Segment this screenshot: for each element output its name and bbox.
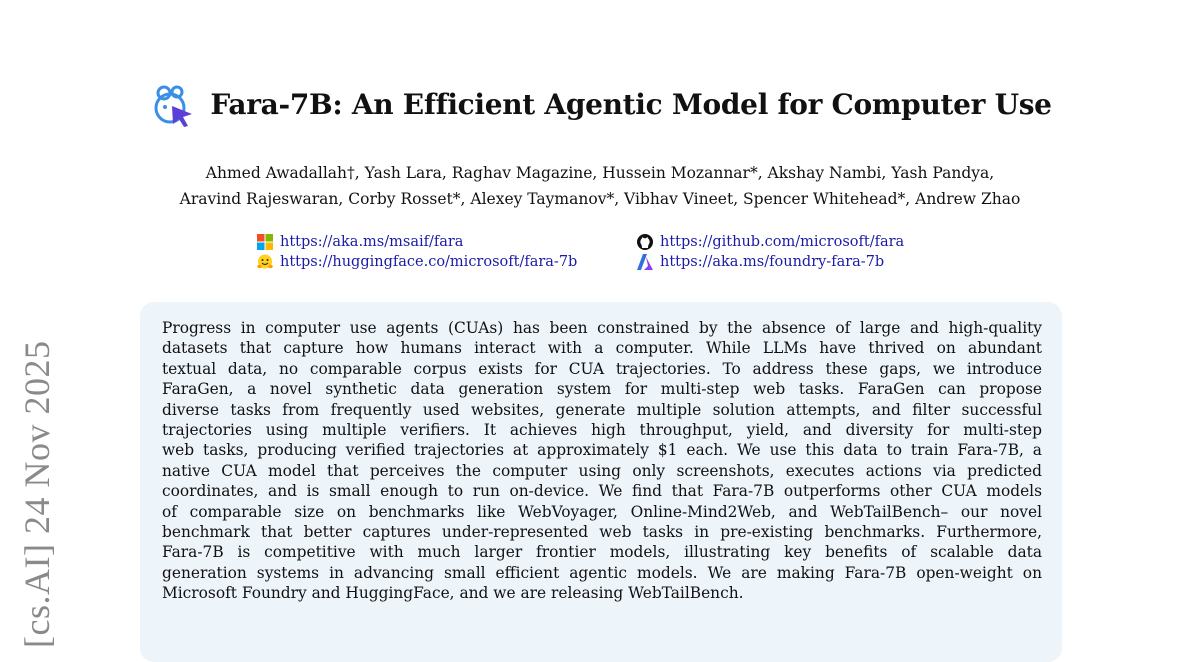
arxiv-sidebar-stamp: [cs.AI] 24 Nov 2025 <box>17 340 57 648</box>
author-line-1: Ahmed Awadallah†, Yash Lara, Raghav Magazine, Hussein Mozannar*, Akshay Nambi, Yash Pandya, <box>205 164 995 182</box>
github-icon <box>636 233 654 251</box>
resource-links <box>256 233 976 271</box>
title-row <box>0 80 1200 128</box>
paper-title: Fara-7B: An Efficient Agentic Model for Computer Use <box>210 87 1052 121</box>
abstract-box <box>140 302 1062 662</box>
foundry-link-text: https://aka.ms/foundry-fara-7b <box>660 254 885 270</box>
azure-foundry-icon <box>636 253 654 271</box>
microsoft-logo-icon <box>256 233 274 251</box>
msaif-link-text: https://aka.ms/msaif/fara <box>280 234 464 250</box>
fara-mouse-logo-icon <box>148 80 196 128</box>
huggingface-link[interactable] <box>256 253 636 271</box>
abstract-line: coordinates, and is small enough to run on-device. We find that Fara-7B outperforms other CUA models <box>162 482 1042 501</box>
abstract-line: diverse tasks from frequently used websites, generate multiple solution attempts, and filter successful <box>162 400 1042 419</box>
author-line-2: Aravind Rajeswaran, Corby Rosset*, Alexey Taymanov*, Vibhav Vineet, Spencer Whitehead*, Andrew Zhao <box>179 190 1021 208</box>
github-link-text: https://github.com/microsoft/fara <box>660 234 905 250</box>
abstract-line: Microsoft Foundry and HuggingFace, and we are releasing WebTailBench. <box>162 584 744 603</box>
abstract-line: of comparable size on benchmarks like WebVoyager, Online-Mind2Web, and WebTailBench– our novel <box>162 502 1042 521</box>
abstract-line: generation systems in advancing small efficient agentic models. We are making Fara-7B open-weight on <box>162 563 1042 582</box>
huggingface-link-text: https://huggingface.co/microsoft/fara-7b <box>280 254 578 270</box>
abstract-line: FaraGen, a novel synthetic data generation system for multi-step web tasks. FaraGen can propose <box>162 380 1042 399</box>
github-link[interactable] <box>636 233 966 251</box>
author-list <box>60 160 1140 212</box>
foundry-link[interactable] <box>636 253 966 271</box>
abstract-text <box>162 318 1042 604</box>
abstract-line: datasets that capture how humans interact with a computer. While LLMs have thrived on abundant <box>162 339 1042 358</box>
abstract-line: web tasks, producing verified trajectories at approximately $1 each. We use this data to train Fara-7B, a <box>162 441 1042 460</box>
abstract-line: Fara-7B is competitive with much larger frontier models, illustrating key benefits of scalable data <box>162 543 1042 562</box>
abstract-line: trajectories using multiple verifiers. It achieves high throughput, yield, and diversity for multi-step <box>162 421 1042 440</box>
abstract-line: benchmark that better captures under-represented web tasks in pre-existing benchmarks. Furthermore, <box>162 523 1042 542</box>
abstract-line: Progress in computer use agents (CUAs) has been constrained by the absence of large and high-quality <box>162 319 1042 337</box>
abstract-line: native CUA model that perceives the computer using only screenshots, executes actions via predicted <box>162 461 1042 480</box>
huggingface-icon <box>256 253 274 271</box>
abstract-line: textual data, no comparable corpus exists for CUA trajectories. To address these gaps, we introduce <box>162 359 1042 378</box>
msaif-link[interactable] <box>256 233 636 251</box>
